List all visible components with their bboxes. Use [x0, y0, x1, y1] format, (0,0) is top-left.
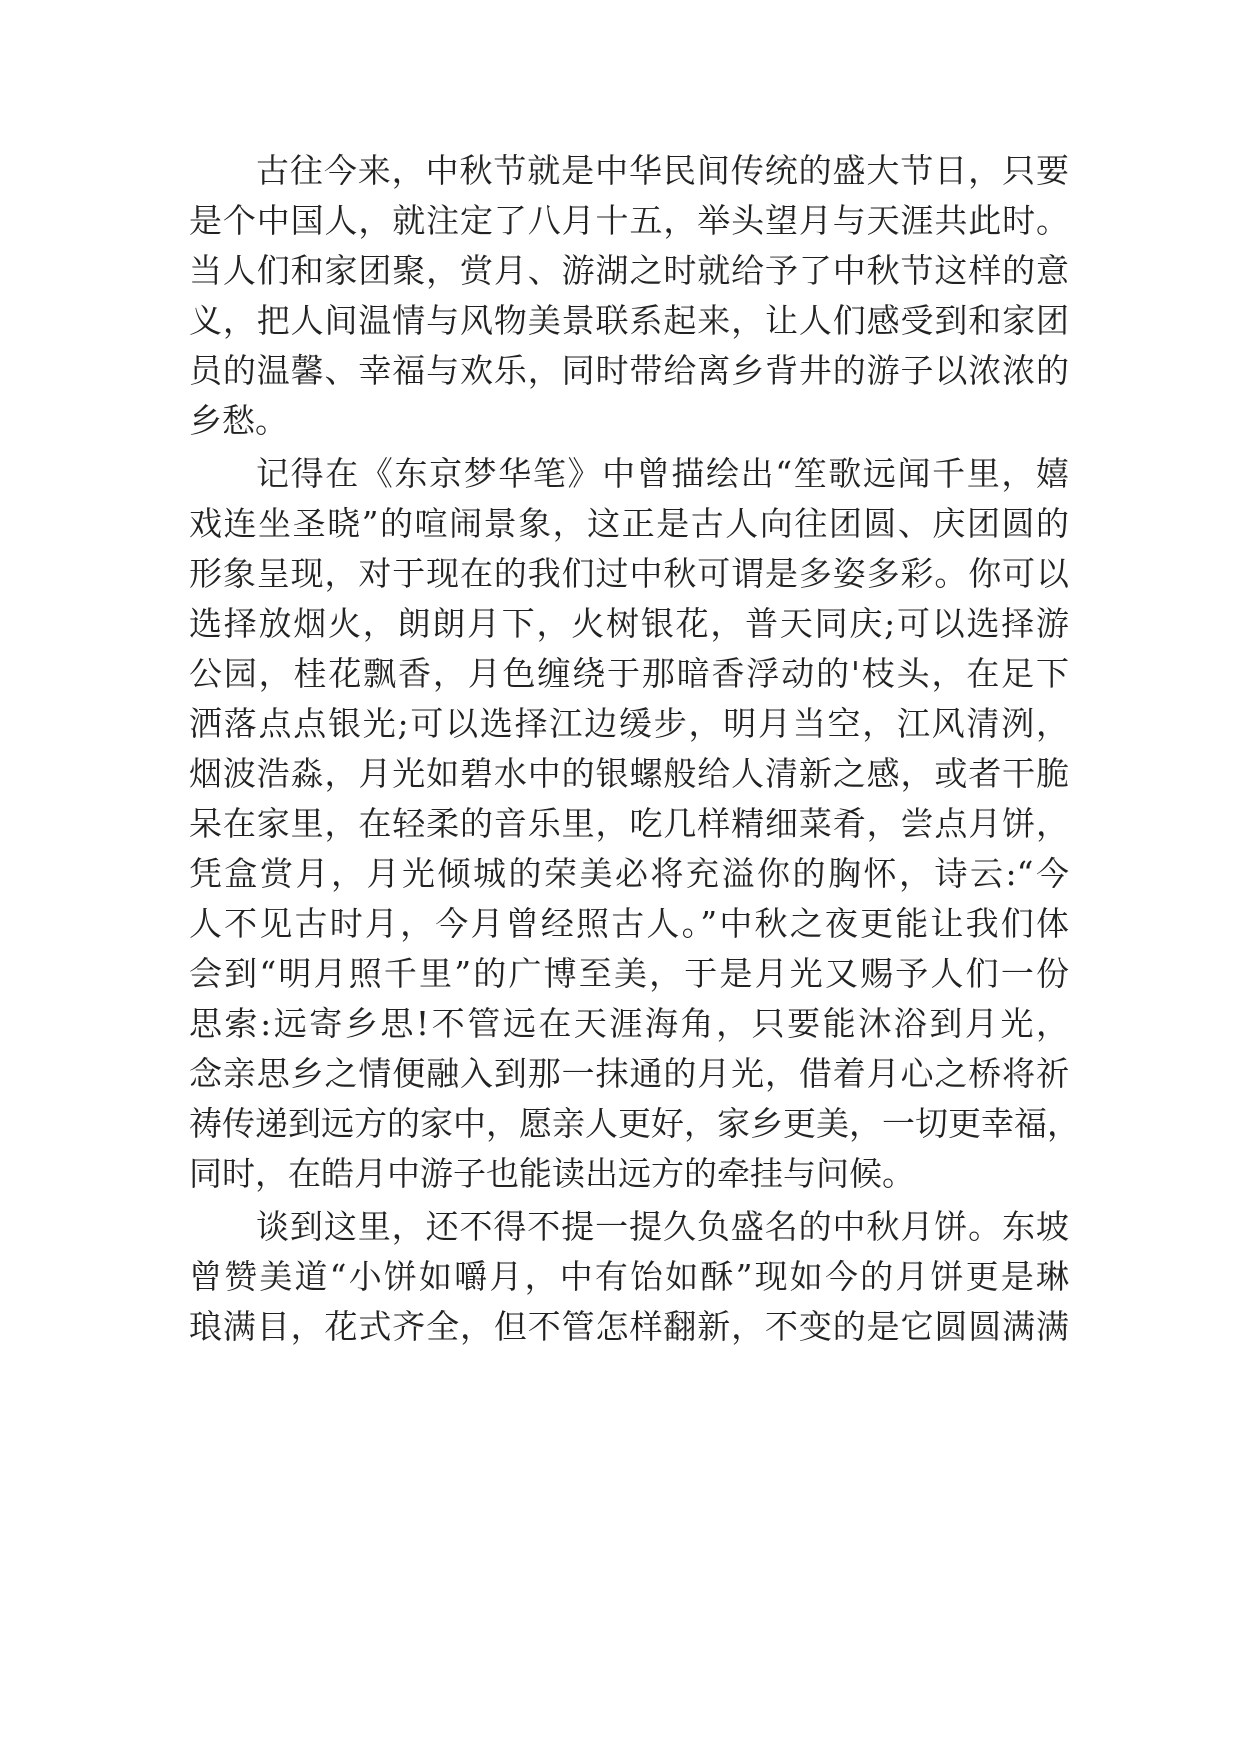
paragraph-2-line-3: 形象呈现，对于现在的我们过中秋可谓是多姿多彩。你可以: [189, 554, 1069, 593]
paragraph-2-line-15: 同时，在皓月中游子也能读出远方的牵挂与问候。: [189, 1154, 915, 1193]
paragraph-2-line-1: 记得在《东京梦华笔》中曾描绘出“笙歌远闻千里，嬉: [256, 454, 1069, 493]
paragraph-1-line-4: 义，把人间温情与风物美景联系起来，让人们感受到和家团: [189, 301, 1069, 340]
paragraph-2-line-4: 选择放烟火，朗朗月下，火树银花，普天同庆;可以选择游: [189, 604, 1069, 643]
paragraph-2-line-11: 会到“明月照千里”的广博至美，于是月光又赐予人们一份: [189, 954, 1069, 993]
paragraph-3-line-1: 谈到这里，还不得不提一提久负盛名的中秋月饼。东坡: [256, 1207, 1069, 1246]
paragraph-2-line-12: 思索:远寄乡思!不管远在天涯海角，只要能沐浴到月光，: [189, 1004, 1069, 1043]
paragraph-1-line-6: 乡愁。: [189, 401, 288, 440]
paragraph-2-line-6: 洒落点点银光;可以选择江边缓步，明月当空，江风清洌，: [189, 704, 1069, 743]
paragraph-1-line-1: 古往今来，中秋节就是中华民间传统的盛大节日，只要: [256, 151, 1069, 190]
paragraph-2-line-10: 人不见古时月，今月曾经照古人。”中秋之夜更能让我们体: [189, 904, 1069, 943]
paragraph-3-line-2: 曾赞美道“小饼如嚼月，中有饴如酥”现如今的月饼更是琳: [189, 1257, 1069, 1296]
paragraph-1-line-2: 是个中国人，就注定了八月十五，举头望月与天涯共此时。: [189, 201, 1069, 240]
paragraph-2-line-9: 凭盒赏月，月光倾城的荣美必将充溢你的胸怀，诗云:“今: [189, 854, 1069, 893]
paragraph-1-line-3: 当人们和家团聚，赏月、游湖之时就给予了中秋节这样的意: [189, 251, 1069, 290]
paragraph-1-line-5: 员的温馨、幸福与欢乐，同时带给离乡背井的游子以浓浓的: [189, 351, 1069, 390]
paragraph-2-line-2: 戏连坐圣晓”的喧闹景象，这正是古人向往团圆、庆团圆的: [189, 504, 1069, 543]
paragraph-2-line-14: 祷传递到远方的家中，愿亲人更好，家乡更美，一切更幸福，: [189, 1104, 1080, 1143]
paragraph-2-line-5: 公园，桂花飘香，月色缠绕于那暗香浮动的'枝头，在足下: [189, 654, 1069, 693]
paragraph-3-line-3: 琅满目，花式齐全，但不管怎样翻新，不变的是它圆圆满满: [189, 1307, 1069, 1346]
paragraph-2-line-13: 念亲思乡之情便融入到那一抹通的月光，借着月心之桥将祈: [189, 1054, 1069, 1093]
paragraph-2-line-7: 烟波浩淼，月光如碧水中的银螺般给人清新之感，或者干脆: [189, 754, 1069, 793]
paragraph-2-line-8: 呆在家里，在轻柔的音乐里，吃几样精细菜肴，尝点月饼，: [189, 804, 1069, 843]
